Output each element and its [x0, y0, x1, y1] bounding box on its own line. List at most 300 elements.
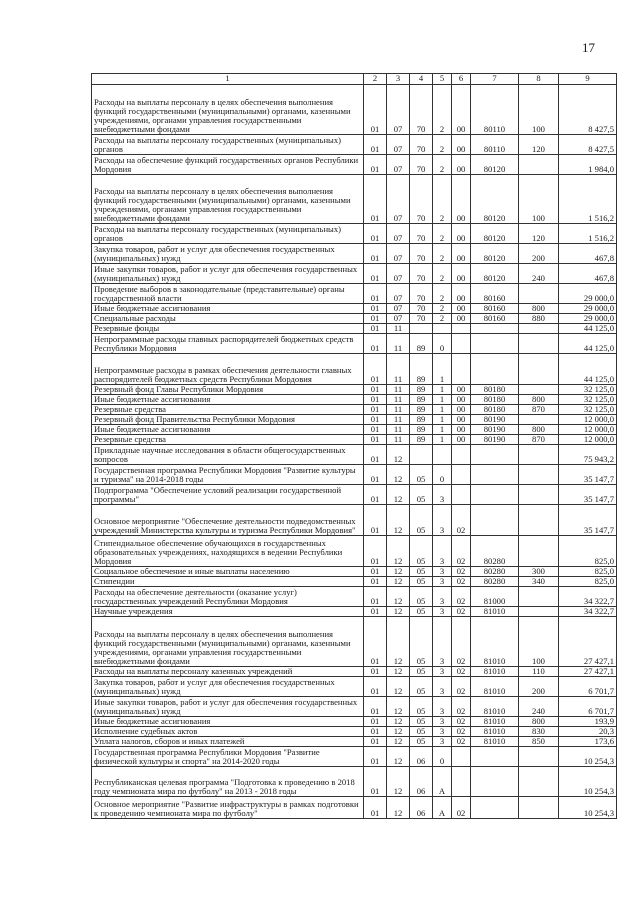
- code-cell: 80120: [471, 175, 519, 224]
- code-cell: 05: [410, 727, 433, 737]
- description-cell: Иные бюджетные ассигнования: [92, 395, 364, 405]
- description-cell: Расходы на обеспечение функций государственных органов Республики Мордовия: [92, 155, 364, 175]
- amount-cell: 467,8: [559, 264, 617, 284]
- code-cell: 89: [410, 415, 433, 425]
- amount-cell: 35 147,7: [559, 465, 617, 485]
- code-cell: 00: [452, 284, 471, 304]
- code-cell: 07: [387, 244, 410, 264]
- code-cell: 00: [452, 405, 471, 415]
- code-cell: 11: [387, 425, 410, 435]
- code-cell: 07: [387, 224, 410, 244]
- code-cell: [519, 284, 559, 304]
- code-cell: 3: [433, 677, 452, 697]
- code-cell: 80120: [471, 264, 519, 284]
- code-cell: 02: [452, 587, 471, 607]
- code-cell: 80190: [471, 435, 519, 445]
- code-cell: 00: [452, 264, 471, 284]
- code-cell: 01: [364, 314, 387, 324]
- code-cell: 81010: [471, 727, 519, 737]
- code-cell: 0: [433, 334, 452, 354]
- code-cell: 80160: [471, 304, 519, 314]
- code-cell: 12: [387, 567, 410, 577]
- description-cell: Иные закупки товаров, работ и услуг для обеспечения государственных (муниципальных) нужд: [92, 697, 364, 717]
- code-cell: 80160: [471, 314, 519, 324]
- code-cell: 01: [364, 284, 387, 304]
- table-row: [92, 567, 617, 577]
- code-cell: 80280: [471, 577, 519, 587]
- code-cell: 200: [519, 677, 559, 697]
- code-cell: 01: [364, 395, 387, 405]
- table-row: [92, 314, 617, 324]
- amount-cell: 34 322,7: [559, 587, 617, 607]
- description-cell: Резервные фонды: [92, 324, 364, 334]
- code-cell: 05: [410, 485, 433, 505]
- code-cell: [452, 334, 471, 354]
- description-cell: Иные бюджетные ассигнования: [92, 717, 364, 727]
- code-cell: [519, 536, 559, 567]
- code-cell: [471, 505, 519, 536]
- code-cell: 70: [410, 135, 433, 155]
- code-cell: [519, 155, 559, 175]
- code-cell: 120: [519, 135, 559, 155]
- table-row: [92, 737, 617, 747]
- header-cell: 9: [559, 74, 617, 85]
- code-cell: 00: [452, 244, 471, 264]
- code-cell: 12: [387, 667, 410, 677]
- code-cell: 3: [433, 587, 452, 607]
- code-cell: 02: [452, 737, 471, 747]
- code-cell: 11: [387, 395, 410, 405]
- table-row: [92, 85, 617, 135]
- code-cell: 89: [410, 435, 433, 445]
- code-cell: 00: [452, 385, 471, 395]
- table-row: [92, 727, 617, 737]
- table-row: [92, 485, 617, 505]
- code-cell: 02: [452, 677, 471, 697]
- description-cell: Научные учреждения: [92, 607, 364, 617]
- code-cell: 89: [410, 395, 433, 405]
- amount-cell: 10 254,3: [559, 767, 617, 797]
- code-cell: 01: [364, 244, 387, 264]
- code-cell: [519, 354, 559, 385]
- code-cell: 3: [433, 567, 452, 577]
- table-row: [92, 155, 617, 175]
- amount-cell: 1 516,2: [559, 224, 617, 244]
- header-cell: 4: [410, 74, 433, 85]
- code-cell: 00: [452, 425, 471, 435]
- description-cell: Резервный фонд Правительства Республики Мордовия: [92, 415, 364, 425]
- code-cell: 01: [364, 697, 387, 717]
- code-cell: [410, 445, 433, 465]
- code-cell: 00: [452, 435, 471, 445]
- code-cell: 01: [364, 264, 387, 284]
- code-cell: 01: [364, 354, 387, 385]
- table-row: [92, 244, 617, 264]
- code-cell: [471, 334, 519, 354]
- code-cell: 870: [519, 405, 559, 415]
- amount-cell: 467,8: [559, 244, 617, 264]
- code-cell: 12: [387, 465, 410, 485]
- code-cell: 120: [519, 224, 559, 244]
- table-row: [92, 717, 617, 727]
- description-cell: Непрограммные расходы главных распорядителей бюджетных средств Республики Мордовия: [92, 334, 364, 354]
- code-cell: [471, 485, 519, 505]
- code-cell: 2: [433, 264, 452, 284]
- code-cell: 89: [410, 385, 433, 395]
- code-cell: 02: [452, 505, 471, 536]
- code-cell: 06: [410, 767, 433, 797]
- table-row: [92, 175, 617, 224]
- code-cell: 12: [387, 747, 410, 767]
- amount-cell: 35 147,7: [559, 485, 617, 505]
- code-cell: 01: [364, 155, 387, 175]
- code-cell: 01: [364, 465, 387, 485]
- code-cell: 05: [410, 577, 433, 587]
- code-cell: 01: [364, 536, 387, 567]
- amount-cell: 29 000,0: [559, 284, 617, 304]
- description-cell: Государственная программа Республики Мордовия "Развитие культуры и туризма" на 2014-2018 годы: [92, 465, 364, 485]
- code-cell: 01: [364, 567, 387, 577]
- code-cell: 11: [387, 334, 410, 354]
- code-cell: [519, 767, 559, 797]
- code-cell: 01: [364, 607, 387, 617]
- code-cell: 80180: [471, 405, 519, 415]
- code-cell: 3: [433, 717, 452, 727]
- amount-cell: 1 984,0: [559, 155, 617, 175]
- description-cell: Проведение выборов в законодательные (представительные) органы государственной власти: [92, 284, 364, 304]
- code-cell: 3: [433, 536, 452, 567]
- code-cell: 800: [519, 717, 559, 727]
- code-cell: 3: [433, 667, 452, 677]
- code-cell: 01: [364, 334, 387, 354]
- code-cell: 2: [433, 85, 452, 135]
- code-cell: 12: [387, 617, 410, 667]
- description-cell: Закупка товаров, работ и услуг для обеспечения государственных (муниципальных) нужд: [92, 244, 364, 264]
- header-cell: 8: [519, 74, 559, 85]
- code-cell: 05: [410, 737, 433, 747]
- code-cell: 11: [387, 415, 410, 425]
- code-cell: 70: [410, 264, 433, 284]
- code-cell: 01: [364, 797, 387, 819]
- code-cell: 02: [452, 667, 471, 677]
- code-cell: 01: [364, 617, 387, 667]
- code-cell: 80110: [471, 135, 519, 155]
- table-row: [92, 747, 617, 767]
- header-cell: 5: [433, 74, 452, 85]
- code-cell: 01: [364, 415, 387, 425]
- code-cell: 81010: [471, 667, 519, 677]
- code-cell: 89: [410, 405, 433, 415]
- code-cell: 05: [410, 667, 433, 677]
- code-cell: 02: [452, 536, 471, 567]
- description-cell: Основное мероприятие "Развитие инфраструктуры в рамках подготовки к проведению чемпионата мира по футболу": [92, 797, 364, 819]
- code-cell: 00: [452, 415, 471, 425]
- code-cell: 12: [387, 797, 410, 819]
- code-cell: А: [433, 797, 452, 819]
- code-cell: [471, 324, 519, 334]
- amount-cell: 32 125,0: [559, 395, 617, 405]
- code-cell: 00: [452, 85, 471, 135]
- code-cell: 12: [387, 717, 410, 727]
- code-cell: 800: [519, 395, 559, 405]
- code-cell: 02: [452, 797, 471, 819]
- code-cell: 00: [452, 224, 471, 244]
- description-cell: Расходы на выплаты персоналу в целях обеспечения выполнения функций государственными (муниципальными) органами, казенными учреждениями, органами управления государственными внебюджетными фондами: [92, 175, 364, 224]
- code-cell: 11: [387, 435, 410, 445]
- code-cell: 870: [519, 435, 559, 445]
- code-cell: [410, 324, 433, 334]
- amount-cell: 825,0: [559, 577, 617, 587]
- code-cell: 89: [410, 334, 433, 354]
- amount-cell: 12 000,0: [559, 425, 617, 435]
- table-row: [92, 536, 617, 567]
- amount-cell: 44 125,0: [559, 334, 617, 354]
- code-cell: 1: [433, 405, 452, 415]
- code-cell: 2: [433, 304, 452, 314]
- code-cell: 1: [433, 425, 452, 435]
- code-cell: [452, 465, 471, 485]
- code-cell: 100: [519, 85, 559, 135]
- code-cell: 01: [364, 405, 387, 415]
- code-cell: 1: [433, 415, 452, 425]
- code-cell: 12: [387, 607, 410, 617]
- table-row: [92, 284, 617, 304]
- code-cell: 12: [387, 587, 410, 607]
- table-row: [92, 505, 617, 536]
- code-cell: 80120: [471, 244, 519, 264]
- description-cell: Непрограммные расходы в рамках обеспечения деятельности главных распорядителей бюджетных средств Республики Мордовия: [92, 354, 364, 385]
- table-row: [92, 304, 617, 314]
- code-cell: 12: [387, 485, 410, 505]
- page-number: 17: [582, 40, 595, 55]
- code-cell: [519, 485, 559, 505]
- code-cell: 05: [410, 587, 433, 607]
- description-cell: Прикладные научные исследования в области общегосударственных вопросов: [92, 445, 364, 465]
- code-cell: 0: [433, 465, 452, 485]
- code-cell: 80280: [471, 536, 519, 567]
- description-cell: Резервные средства: [92, 435, 364, 445]
- code-cell: 01: [364, 224, 387, 244]
- amount-cell: 10 254,3: [559, 747, 617, 767]
- code-cell: 100: [519, 617, 559, 667]
- code-cell: 12: [387, 767, 410, 797]
- code-cell: 2: [433, 224, 452, 244]
- code-cell: 830: [519, 727, 559, 737]
- code-cell: 80180: [471, 395, 519, 405]
- code-cell: 07: [387, 264, 410, 284]
- code-cell: 2: [433, 175, 452, 224]
- amount-cell: 825,0: [559, 536, 617, 567]
- code-cell: 02: [452, 727, 471, 737]
- code-cell: [471, 767, 519, 797]
- table-row: [92, 767, 617, 797]
- code-cell: 12: [387, 505, 410, 536]
- code-cell: 01: [364, 435, 387, 445]
- amount-cell: 8 427,5: [559, 85, 617, 135]
- amount-cell: 6 701,7: [559, 697, 617, 717]
- code-cell: 07: [387, 135, 410, 155]
- code-cell: 340: [519, 577, 559, 587]
- code-cell: 07: [387, 85, 410, 135]
- code-cell: 02: [452, 697, 471, 717]
- code-cell: 01: [364, 677, 387, 697]
- code-cell: 01: [364, 747, 387, 767]
- code-cell: [471, 465, 519, 485]
- code-cell: 81010: [471, 607, 519, 617]
- code-cell: 2: [433, 155, 452, 175]
- code-cell: 01: [364, 135, 387, 155]
- table-row: [92, 445, 617, 465]
- code-cell: 880: [519, 314, 559, 324]
- table-row: [92, 667, 617, 677]
- header-cell: 3: [387, 74, 410, 85]
- amount-cell: 1 516,2: [559, 175, 617, 224]
- code-cell: [519, 415, 559, 425]
- description-cell: Резервный фонд Главы Республики Мордовия: [92, 385, 364, 395]
- code-cell: 01: [364, 85, 387, 135]
- code-cell: 240: [519, 264, 559, 284]
- code-cell: 05: [410, 717, 433, 727]
- amount-cell: 8 427,5: [559, 135, 617, 155]
- code-cell: 05: [410, 677, 433, 697]
- code-cell: 01: [364, 304, 387, 314]
- code-cell: 80190: [471, 425, 519, 435]
- code-cell: 07: [387, 155, 410, 175]
- description-cell: Расходы на выплаты персоналу в целях обеспечения выполнения функций государственными (муниципальными) органами, казенными учреждениями, органами управления государственными внебюджетными фондами: [92, 617, 364, 667]
- code-cell: 100: [519, 175, 559, 224]
- budget-table: [91, 73, 617, 819]
- amount-cell: 20,3: [559, 727, 617, 737]
- code-cell: 1: [433, 385, 452, 395]
- code-cell: 01: [364, 667, 387, 677]
- code-cell: 01: [364, 324, 387, 334]
- code-cell: 2: [433, 314, 452, 324]
- code-cell: 200: [519, 244, 559, 264]
- code-cell: 02: [452, 567, 471, 577]
- code-cell: [519, 445, 559, 465]
- code-cell: 11: [387, 405, 410, 415]
- description-cell: Расходы на выплаты персоналу в целях обеспечения выполнения функций государственными (муниципальными) органами, казенными учреждениями, органами управления государственными внебюджетными фондами: [92, 85, 364, 135]
- code-cell: 300: [519, 567, 559, 577]
- code-cell: 3: [433, 577, 452, 587]
- description-cell: Специальные расходы: [92, 314, 364, 324]
- code-cell: 2: [433, 135, 452, 155]
- code-cell: 05: [410, 617, 433, 667]
- code-cell: [519, 607, 559, 617]
- code-cell: 00: [452, 135, 471, 155]
- description-cell: Стипендии: [92, 577, 364, 587]
- code-cell: 89: [410, 354, 433, 385]
- code-cell: 05: [410, 536, 433, 567]
- code-cell: 12: [387, 697, 410, 717]
- code-cell: [519, 747, 559, 767]
- code-cell: 70: [410, 155, 433, 175]
- description-cell: Социальное обеспечение и иные выплаты населению: [92, 567, 364, 577]
- amount-cell: 10 254,3: [559, 797, 617, 819]
- code-cell: 2: [433, 244, 452, 264]
- code-cell: 11: [387, 385, 410, 395]
- code-cell: 240: [519, 697, 559, 717]
- description-cell: Государственная программа Республики Мордовия "Развитие физической культуры и спорта" на 2014-2020 годы: [92, 747, 364, 767]
- code-cell: 70: [410, 314, 433, 324]
- amount-cell: 35 147,7: [559, 505, 617, 536]
- table-row: [92, 587, 617, 607]
- code-cell: 3: [433, 505, 452, 536]
- code-cell: 1: [433, 435, 452, 445]
- code-cell: [433, 445, 452, 465]
- code-cell: 05: [410, 697, 433, 717]
- amount-cell: 27 427,1: [559, 617, 617, 667]
- code-cell: 81010: [471, 717, 519, 727]
- amount-cell: 75 943,2: [559, 445, 617, 465]
- code-cell: 80110: [471, 85, 519, 135]
- code-cell: 01: [364, 767, 387, 797]
- code-cell: 81010: [471, 737, 519, 747]
- code-cell: 06: [410, 797, 433, 819]
- code-cell: 07: [387, 304, 410, 314]
- amount-cell: 29 000,0: [559, 314, 617, 324]
- amount-cell: 27 427,1: [559, 667, 617, 677]
- table-row: [92, 677, 617, 697]
- table-row: [92, 697, 617, 717]
- code-cell: 12: [387, 677, 410, 697]
- code-cell: 11: [387, 354, 410, 385]
- code-cell: 0: [433, 747, 452, 767]
- amount-cell: 29 000,0: [559, 304, 617, 314]
- code-cell: 01: [364, 385, 387, 395]
- code-cell: 02: [452, 717, 471, 727]
- header-cell: 7: [471, 74, 519, 85]
- code-cell: [471, 747, 519, 767]
- description-cell: Уплата налогов, сборов и иных платежей: [92, 737, 364, 747]
- amount-cell: 6 701,7: [559, 677, 617, 697]
- description-cell: Резервные средства: [92, 405, 364, 415]
- amount-cell: 825,0: [559, 567, 617, 577]
- code-cell: 01: [364, 175, 387, 224]
- code-cell: 01: [364, 587, 387, 607]
- code-cell: 850: [519, 737, 559, 747]
- description-cell: Основное мероприятие "Обеспечение деятельности подведомственных учреждений Министерства культуры и туризма Республики Мордовия": [92, 505, 364, 536]
- code-cell: 01: [364, 505, 387, 536]
- description-cell: Расходы на выплаты персоналу казенных учреждений: [92, 667, 364, 677]
- code-cell: 70: [410, 224, 433, 244]
- table-row: [92, 405, 617, 415]
- code-cell: 01: [364, 737, 387, 747]
- code-cell: [452, 485, 471, 505]
- code-cell: 70: [410, 284, 433, 304]
- code-cell: 70: [410, 175, 433, 224]
- code-cell: 11: [387, 324, 410, 334]
- code-cell: [519, 385, 559, 395]
- code-cell: 1: [433, 354, 452, 385]
- code-cell: 81010: [471, 677, 519, 697]
- code-cell: 80160: [471, 284, 519, 304]
- code-cell: [452, 354, 471, 385]
- code-cell: 2: [433, 284, 452, 304]
- table-row: [92, 135, 617, 155]
- code-cell: [452, 324, 471, 334]
- code-cell: 00: [452, 395, 471, 405]
- description-cell: Подпрограмма "Обеспечение условий реализации государственной программы": [92, 485, 364, 505]
- code-cell: 81010: [471, 697, 519, 717]
- description-cell: Расходы на выплаты персоналу государственных (муниципальных) органов: [92, 224, 364, 244]
- code-cell: 70: [410, 244, 433, 264]
- table-row: [92, 354, 617, 385]
- code-cell: 00: [452, 314, 471, 324]
- code-cell: 06: [410, 747, 433, 767]
- table-row: [92, 385, 617, 395]
- code-cell: 07: [387, 175, 410, 224]
